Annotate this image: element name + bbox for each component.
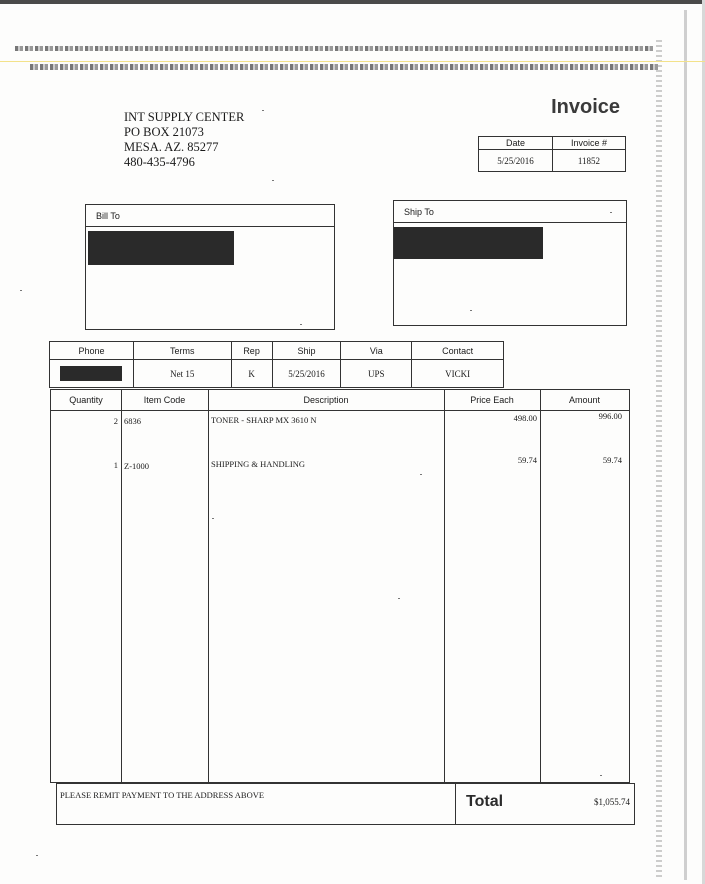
phone-header: Phone	[50, 342, 134, 360]
scan-edge-line	[684, 10, 687, 880]
company-address-line2: MESA. AZ. 85277	[124, 140, 219, 154]
ship-to-redaction	[394, 227, 543, 259]
scan-speck	[272, 180, 274, 181]
ship-to-box	[393, 200, 627, 326]
scan-speck	[36, 855, 38, 856]
total-box	[455, 783, 636, 825]
company-block	[124, 110, 244, 170]
row-description: TONER - SHARP MX 3610 N	[211, 415, 317, 425]
rep-value: K	[231, 360, 272, 388]
scan-speck	[300, 324, 302, 325]
row-price-each: 59.74	[517, 455, 537, 465]
via-value: UPS	[341, 360, 412, 388]
invoice-number-value: 11852	[552, 150, 625, 172]
payment-note: PLEASE REMIT PAYMENT TO THE ADDRESS ABOVE	[60, 790, 265, 800]
contact-header: Contact	[412, 342, 504, 360]
rep-header: Rep	[231, 342, 272, 360]
company-phone: 480-435-4796	[124, 155, 195, 169]
ship-to-label: Ship To	[394, 201, 626, 223]
row-price-each: 498.00	[513, 413, 537, 423]
scan-speck	[212, 518, 214, 519]
terms-header: Terms	[133, 342, 231, 360]
date-value: 5/25/2016	[479, 150, 553, 172]
scan-noise-band	[30, 64, 660, 70]
quantity-header: Quantity	[69, 395, 103, 405]
terms-value: Net 15	[133, 360, 231, 388]
total-value: $1,055.74	[594, 797, 630, 807]
company-name: INT SUPPLY CENTER	[124, 110, 245, 124]
scan-edge-top	[0, 0, 705, 4]
row-item-code: Z-1000	[124, 461, 150, 471]
order-info-table	[49, 341, 504, 388]
row-quantity: 1	[113, 460, 118, 470]
line-items-header	[51, 390, 629, 411]
scan-noise-right	[656, 40, 662, 880]
row-amount: 59.74	[602, 455, 622, 465]
contact-value: VICKI	[412, 360, 504, 388]
scan-speck	[398, 598, 400, 599]
amount-header: Amount	[568, 395, 601, 405]
scan-noise-band	[15, 46, 655, 51]
scan-speck	[420, 474, 422, 475]
phone-value	[50, 360, 134, 388]
scan-speck	[20, 290, 22, 291]
column-divider	[444, 390, 445, 783]
column-divider	[208, 390, 209, 783]
item-code-header: Item Code	[143, 395, 186, 405]
scan-speck	[610, 212, 612, 213]
description-header: Description	[303, 395, 349, 405]
scan-speck	[600, 775, 602, 776]
column-divider	[540, 390, 541, 783]
invoice-number-label: Invoice #	[552, 137, 625, 150]
bill-to-label: Bill To	[86, 205, 334, 227]
ship-value: 5/25/2016	[272, 360, 341, 388]
document-title: Invoice	[551, 96, 620, 118]
via-header: Via	[341, 342, 412, 360]
scan-noise-line	[0, 61, 705, 62]
date-label: Date	[479, 137, 553, 150]
row-item-code: 6836	[124, 416, 141, 426]
invoice-footer	[56, 783, 635, 825]
row-description: SHIPPING & HANDLING	[211, 459, 305, 469]
invoice-meta-table	[478, 136, 626, 172]
bill-to-redaction	[88, 231, 234, 265]
total-label: Total	[466, 793, 504, 810]
ship-header: Ship	[272, 342, 341, 360]
scan-speck	[262, 110, 264, 111]
row-amount: 996.00	[598, 411, 622, 421]
bill-to-box	[85, 204, 335, 330]
column-divider	[121, 390, 122, 783]
phone-redaction	[60, 366, 122, 381]
scan-speck	[470, 310, 472, 311]
price-each-header: Price Each	[470, 395, 514, 405]
line-items-table	[50, 389, 630, 783]
company-address-line1: PO BOX 21073	[124, 125, 204, 139]
row-quantity: 2	[113, 416, 118, 426]
